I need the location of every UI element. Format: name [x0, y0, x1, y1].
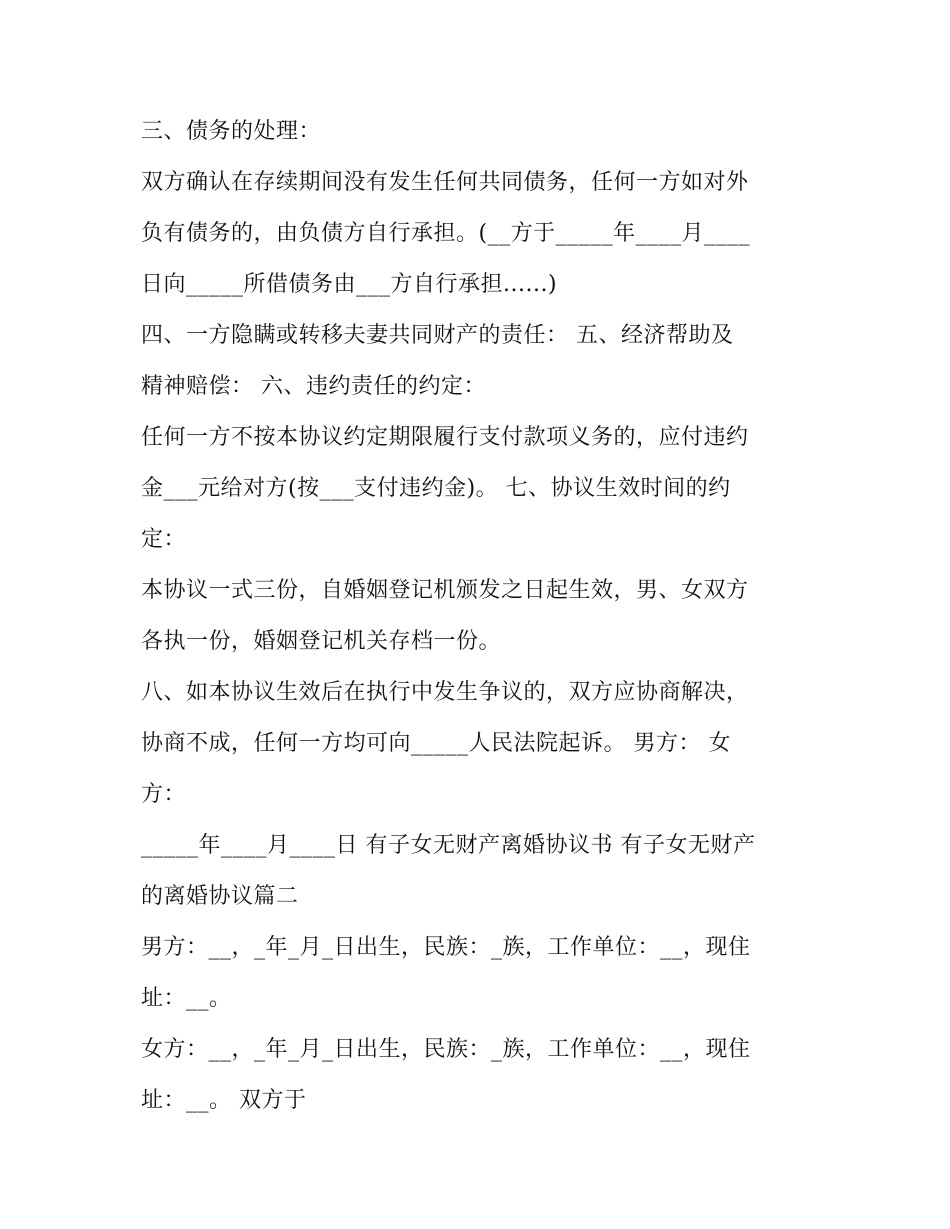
text-line: 定： — [141, 527, 187, 552]
text-line: 双方确认在存续期间没有发生任何共同债务，任何一方如对外 — [141, 170, 749, 195]
text-line: 址：__。 双方于 — [141, 1088, 307, 1113]
text-line: 八、如本协议生效后在执行中发生争议的，双方应协商解决， — [141, 680, 749, 705]
heading-debt-handling: 三、债务的处理： — [141, 119, 322, 144]
text-line: 各执一份，婚姻登记机关存档一份。 — [141, 629, 502, 654]
text-line: 址：__。 — [141, 986, 232, 1011]
text-line: 精神赔偿： 六、违约责任的约定： — [141, 374, 486, 399]
text-line: 金___元给对方(按___支付违约金)。 七、协议生效时间的约 — [141, 476, 731, 501]
text-line: 负有债务的，由负债方自行承担。(__方于_____年____月____ — [141, 221, 751, 246]
text-line: _____年____月____日 有子女无财产离婚协议书 有子女无财产 — [141, 833, 756, 858]
text-line: 女方：__，_年_月_日出生，民族：_族，工作单位：__，现住 — [141, 1037, 751, 1062]
text-line: 方： — [141, 782, 187, 807]
text-line: 男方：__，_年_月_日出生，民族：_族，工作单位：__，现住 — [141, 935, 751, 960]
text-line: 的离婚协议篇二 — [141, 884, 299, 909]
text-line: 四、一方隐瞒或转移夫妻共同财产的责任： 五、经济帮助及 — [141, 323, 734, 348]
text-line: 协商不成，任何一方均可向_____人民法院起诉。 男方： 女 — [141, 731, 731, 756]
text-line: 日向_____所借债务由___方自行承担......) — [141, 272, 558, 297]
text-line: 本协议一式三份，自婚姻登记机颁发之日起生效，男、女双方 — [141, 578, 749, 603]
document-body — [141, 106, 821, 1126]
text-line: 任何一方不按本协议约定期限履行支付款项义务的，应付违约 — [141, 425, 749, 450]
